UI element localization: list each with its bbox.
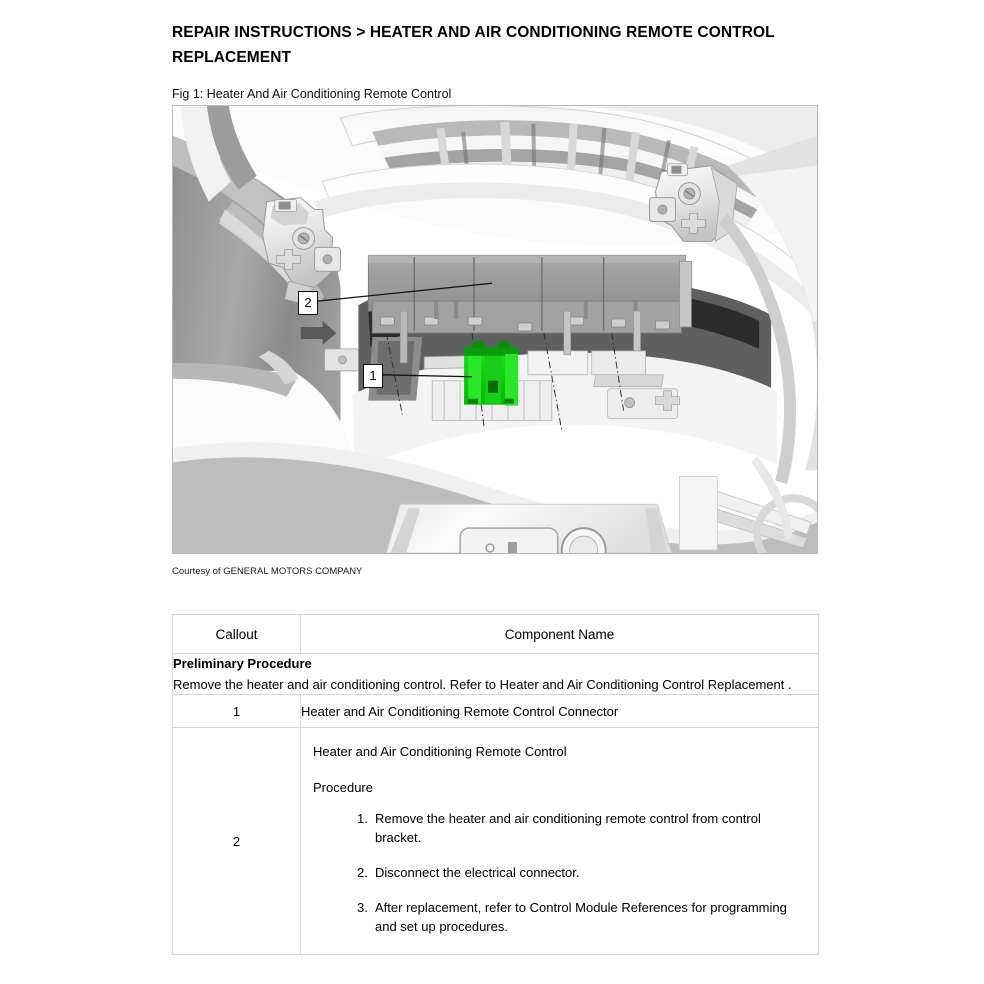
- preliminary-procedure-cell: [173, 654, 819, 695]
- courtesy-note: Courtesy of GENERAL MOTORS COMPANY: [172, 566, 363, 577]
- preliminary-procedure-title: Preliminary Procedure: [173, 656, 312, 671]
- preliminary-procedure-row: [173, 654, 819, 695]
- spacer: [313, 761, 804, 778]
- step-text: Remove the heater and air conditioning remote control from control bracket.: [375, 811, 761, 845]
- step-text: After replacement, refer to Control Module References for programming and set up procedures.: [375, 900, 787, 934]
- procedure-step: [357, 863, 804, 882]
- procedure-step: [357, 898, 804, 936]
- step-number: 1.: [357, 811, 368, 826]
- page-title: REPAIR INSTRUCTIONS > HEATER AND AIR CONDITIONING REMOTE CONTROL REPLACEMENT: [172, 24, 775, 66]
- procedure-label: Procedure: [313, 780, 373, 795]
- preliminary-procedure-body: Remove the heater and air conditioning control. Refer to Heater and Air Conditioning Control Replacement .: [173, 676, 792, 692]
- figure-image: [172, 105, 818, 554]
- instrument-panel-illustration: [173, 106, 817, 553]
- table-row: [173, 728, 819, 955]
- column-header-callout: Callout: [173, 615, 301, 654]
- row-callout-2: 2: [173, 728, 301, 955]
- row-callout-1: 1: [173, 695, 301, 728]
- table-row: [173, 695, 819, 728]
- figure-callout-2: 2: [298, 291, 318, 315]
- procedure-steps: [313, 809, 804, 936]
- figure-caption: Fig 1: Heater And Air Conditioning Remote Control: [172, 87, 452, 101]
- step-number: 2.: [357, 865, 368, 880]
- component-name-text: Heater and Air Conditioning Remote Control: [313, 744, 567, 759]
- procedure-step: [357, 809, 804, 847]
- row-name-1: Heater and Air Conditioning Remote Control Connector: [301, 695, 819, 728]
- column-header-component-name: Component Name: [301, 615, 819, 654]
- hvac-module: [368, 255, 691, 333]
- highlighted-connector: [464, 341, 518, 406]
- step-text: Disconnect the electrical connector.: [375, 865, 580, 880]
- step-number: 3.: [357, 900, 368, 915]
- component-table: [172, 614, 819, 955]
- row-name-2: [301, 728, 819, 955]
- figure-callout-1: 1: [363, 364, 383, 388]
- table-header-row: [173, 615, 819, 654]
